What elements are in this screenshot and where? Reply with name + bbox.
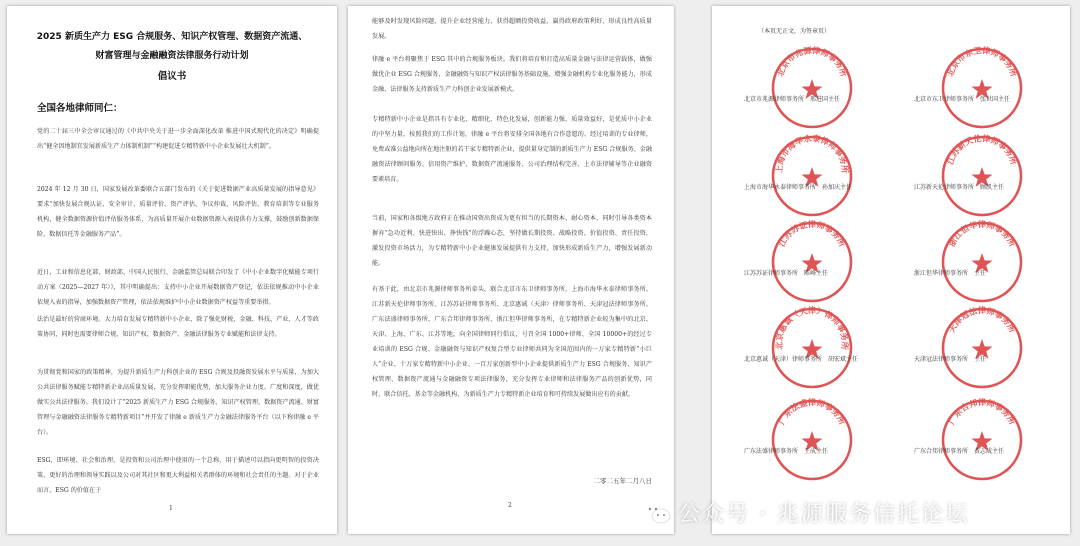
law-firm-name: 江苏苏证律师事务所 xyxy=(744,270,799,277)
law-firm-name: 浙江但华律师事务所 xyxy=(914,270,969,277)
law-firm-seal xyxy=(940,306,1024,390)
paragraph: 能够及时发现风险问题、提升企业经营能力、获得超额投资收益、赢得政府政策利好、形成良性高质量发展。 xyxy=(372,18,652,40)
paragraph: 有基于此，由北京市兆源律师事务所牵头，联合北京市东卫律师事务所、上海市海华永泰律师事务所、江苏新天伦律师事务所、江苏苏证律师事务所、北京惠诚（天津）律师事务所、天津冠法律师事务所、广东法盛律师事务所、广东合邦律师事务所、浙江但华律师事务所，在专精特新企业较为集中的北京、天津、上海、广东、江苏等地，向全国律师同行倡议，号召全国 1000+律师、全国 10000+的经过专业培训的 ESG 合规、金融融资与知识产权复合型专业律师共同为全国范围内的一万家专精特新“小巨人”企业、十万家专精特新中小企业、一百万家创新型中小企业提供新质生产力 ESG 合规服务、知识产权管理、数据资产流通与金融融资专项法律服务，充分发挥专业律师和法律服务产品的创新优势，同时，联合信托、基金等金融机构，为新质生产力专精特新企业培育和可持续发展做出应有的贡献。 xyxy=(372,286,652,398)
signatory-role: 邢进国主任 xyxy=(810,96,841,103)
paragraph: 近日，工业和信息化部、财政部、中国人民银行、金融监管总局联合印发了《中小企业数字化赋能专项行动方案（2025—2027 年）》，其中明确提出：支持中小企业开展数据资产登记，依法依规推动中小企业依规入表的指导，加强数据资产管理，依法依规维护中小企业数据资产权益等重要举措。 xyxy=(37,269,319,306)
signatory-label xyxy=(914,354,986,363)
law-firm-seal xyxy=(940,134,1024,218)
signatory-role: 顾凯主任 xyxy=(980,184,1005,191)
law-firm-name: 天津冠法律师事务所 xyxy=(914,356,969,363)
signatory-role: 张世国主任 xyxy=(980,96,1011,103)
law-firm-name: 广东合邦律师事务所 xyxy=(914,448,969,455)
law-firm-name: 广东法盛律师事务所 xyxy=(744,448,799,455)
law-firm-seal xyxy=(770,46,854,130)
svg-text:浙江但华律师事务所: 浙江但华律师事务所 xyxy=(946,220,1018,249)
wechat-icon xyxy=(642,501,672,525)
watermark xyxy=(642,497,969,528)
signatory-label xyxy=(744,94,840,103)
paragraph: 法治是最好的营商环境。大力培育发展专精特新中小企业，除了强化财税、金融、科技、产业、人才等政策协同，同时也需要律师合规、知识产权、数据资产、金融法律服务专业赋能和法律支持。 xyxy=(37,316,319,338)
law-firm-name: 江苏新天伦律师事务所 xyxy=(914,184,975,191)
doc-title-line-3: 倡议书 xyxy=(157,71,187,82)
signatory-role: 陈峰主任 xyxy=(804,270,829,277)
law-firm-seal xyxy=(770,220,854,304)
paragraph: 专精特新中小企业是指具有专业化、精细化、特色化发展，创新能力强、质量效益好，是优质中小企业的中坚力量。按照我们的工作计划，律融 e 平台将安排全国各地有合作意愿的、经过培训的专业律师，免费或准公益地向所在地注册的若干家专精特新企业，提供量身定制的新质生产力 ESG 合规服务、金融融资法律顾问服务、信用资产维护、数据资产流通服务、公司治理结构完善、上市法律辅导等企业融资要素培育。 xyxy=(372,116,652,183)
law-firm-seal xyxy=(940,220,1024,304)
svg-text:北京市兆源律师事务所: 北京市兆源律师事务所 xyxy=(774,46,850,78)
svg-text:上海市海华永泰律师事务所: 上海市海华永泰律师事务所 xyxy=(773,134,851,174)
signatory-role: 黄志威主任 xyxy=(974,448,1005,455)
svg-text:江苏苏证律师事务所: 江苏苏证律师事务所 xyxy=(776,220,848,249)
svg-text:广东法盛律师事务所: 广东法盛律师事务所 xyxy=(776,398,848,427)
law-firm-seal xyxy=(770,398,854,482)
signatory-label xyxy=(914,182,1004,191)
document-page-2 xyxy=(348,6,674,534)
signatory-role: 孙加庆主任 xyxy=(822,184,853,191)
paragraph: 为贯彻党和国家的政策精神，为提升新质生产力科创企业的 ESG 合规及投融资发展水平与质量，为加大公共法律服务赋能专精特新企业高质量发展，充分发挥职能优势，加大服务企业力度、广度和深度，做优做实公共法律服务。我们设计了“2025 新质生产力 ESG 合规服务、知识产权管理、数据资产流通、财富管理与金融融资法律服务专精特新项目”并开发了律融 e 新质生产力金融法律服务平台（以下称律融 e 平台）。 xyxy=(37,369,319,436)
law-firm-name: 上海市海华永泰律师事务所 xyxy=(744,184,817,191)
paragraph: 2024 年 12 月 30 日，国家发展改革委联合五部门发布的《关于促进数据产业高质量发展的指导意见》要求“加快发展合规认证、安全审计、质量评价、资产评估、争议仲裁、风险评估、教育培训等专业服务机构，健全数据资源价值评估服务体系，为高质量开展企业数据资源入表提供有力支撑，鼓励创新数据保险、数据信托等金融服务产品”。 xyxy=(37,186,319,238)
law-firm-seal xyxy=(940,398,1024,482)
signatory-label xyxy=(914,268,986,277)
law-firm-name: 北京市东卫律师事务所 xyxy=(914,96,975,103)
svg-text:天津冠法律师事务所: 天津冠法律师事务所 xyxy=(946,306,1018,335)
signatory-label xyxy=(744,446,828,455)
signatory-label xyxy=(744,182,852,191)
signatory-role: 主任 xyxy=(974,356,987,363)
law-firm-seal xyxy=(770,306,854,390)
svg-text:广东合邦律师事务所: 广东合邦律师事务所 xyxy=(946,398,1018,427)
page-number: 1 xyxy=(169,505,173,512)
signatory-role: 主任 xyxy=(974,270,987,277)
doc-title-line-1: 2025 新质生产力 ESG 合规服务、知识产权管理、数据资产流通、 xyxy=(36,32,308,42)
paragraph: 律融 e 平台将聚焦于 ESG 其中的合规服务板块。我们将培育和打造高质量金融与法律运营载体，做强做优企业 ESG 合规服务、金融融资与知识产权法律服务基础设施，增强金融机构专业化服务能力，形成金融、法律服务支持新质生产力科创企业发展新模式。 xyxy=(372,56,652,93)
law-firm-seal xyxy=(770,134,854,218)
signatory-role: 王成主任 xyxy=(804,448,829,455)
greeting: 全国各地律师同仁： xyxy=(37,103,123,114)
signature-page-note: （本页无正文，为签章页） xyxy=(758,28,831,35)
signatory-label xyxy=(914,446,1004,455)
paragraph: ESG，即环境、社会和治理，是投资和公司治理中使用的一个总称，用于描述可以指向更明智的投资决策、更好的治理和领导实践以及公司对其社区和更大利益相关者群体的环境和社会责任的主题。对于企业而言，ESG 的价值在于 xyxy=(37,457,319,494)
paragraph: 党的二十届三中全会审议通过的《中共中央关于进一步全面深化改革 推进中国式现代化的决定》明确提出“健全因地制宜发展新质生产力体制机制”“构建促进专精特新中小企业发展壮大机制”。 xyxy=(37,128,319,150)
paragraph: 当前，国家和各级地方政府正在推动国资出资成为更有担当的长期资本、耐心资本，同时引导各类资本摒弃“急功近利、快进快出、挣快钱”的浮躁心态，坚持做长期投资、战略投资、价值投资、责任投资，激发投资市场活力，为专精特新中小企业健康发展提供有力支持，加快形成新质生产力，增强发展新动能。 xyxy=(372,215,652,267)
document-date: 二零二五年二月八日 xyxy=(593,477,652,485)
law-firm-name: 北京市兆源律师事务所 xyxy=(744,96,805,103)
document-page-3 xyxy=(712,6,1070,534)
watermark-text: 公众号 · 兆源服务信托论坛 xyxy=(678,502,969,527)
signatory-label xyxy=(744,354,858,363)
signatory-label xyxy=(744,268,828,277)
law-firm-seal xyxy=(940,46,1024,130)
law-firm-name: 北京惠诚（天津）律师事务所 xyxy=(744,356,823,363)
signatory-role: 胡宏斌主任 xyxy=(828,356,859,363)
document-page-1 xyxy=(7,6,337,534)
svg-text:江苏新天伦律师事务所: 江苏新天伦律师事务所 xyxy=(944,134,1020,166)
svg-text:北京市东卫律师事务所: 北京市东卫律师事务所 xyxy=(944,46,1020,78)
signatory-label xyxy=(914,94,1010,103)
doc-title-line-2: 财富管理与金融融资法律服务行动计划 xyxy=(95,51,249,61)
svg-text:北京惠诚（天津）律师事务所: 北京惠诚（天津）律师事务所 xyxy=(773,306,851,351)
page-number: 2 xyxy=(508,502,512,509)
